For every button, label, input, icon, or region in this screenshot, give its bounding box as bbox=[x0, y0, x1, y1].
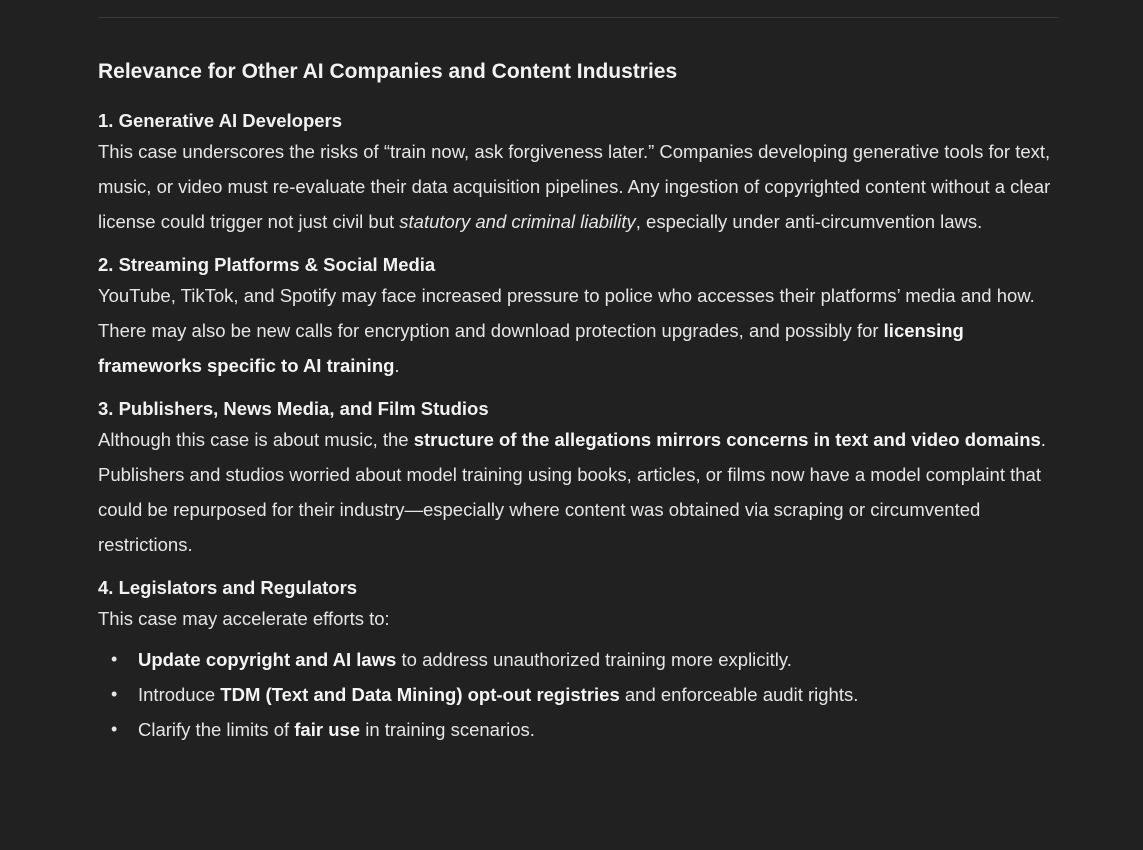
bullet-icon: • bbox=[111, 719, 118, 739]
bold-text: structure of the allegations mirrors concerns in text and video domains bbox=[413, 429, 1041, 450]
emphasis-text: statutory and criminal liability bbox=[399, 211, 636, 232]
list-item: • Clarify the limits of fair use in training scenarios. bbox=[138, 712, 1068, 747]
list-item: • Update copyright and AI laws to address unauthorized training more explicitly. bbox=[138, 642, 1068, 677]
section-title: 2. Streaming Platforms & Social Media bbox=[98, 254, 436, 275]
section-publishers bbox=[98, 396, 1068, 562]
section-title: 3. Publishers, News Media, and Film Studios bbox=[98, 398, 489, 419]
section-legislators bbox=[98, 575, 1068, 747]
section-generative-ai bbox=[98, 108, 1068, 239]
bullet-icon: • bbox=[111, 684, 118, 704]
section-streaming bbox=[98, 252, 1068, 383]
section-title: 1. Generative AI Developers bbox=[98, 110, 343, 131]
section-heading: Relevance for Other AI Companies and Content Industries bbox=[98, 60, 678, 83]
top-divider bbox=[98, 17, 1058, 18]
section-body: This case may accelerate efforts to: bbox=[98, 608, 390, 629]
bold-text: licensing frameworks specific to AI training bbox=[98, 320, 964, 376]
bullet-list bbox=[98, 642, 1068, 747]
section-body: YouTube, TikTok, and Spotify may face increased pressure to police who accesses their platforms’ media and how. There may also be new calls for encryption and download protection upgrades, and possibly for licensing frameworks specific to AI training. bbox=[98, 285, 1035, 376]
section-body: This case underscores the risks of “train now, ask forgiveness later.” Companies developing generative tools for text, music, or video must re-evaluate their data acquisition pipelines. Any ingestion of copyrighted content without a clear license could trigger not just civil but statutory and criminal liability, especially under anti-circumvention laws. bbox=[98, 141, 1051, 232]
bullet-icon: • bbox=[111, 649, 118, 669]
section-title: 4. Legislators and Regulators bbox=[98, 577, 358, 598]
list-item: • Introduce TDM (Text and Data Mining) opt-out registries and enforceable audit rights. bbox=[138, 677, 1068, 712]
message-content bbox=[98, 56, 1068, 747]
section-body: Although this case is about music, the structure of the allegations mirrors concerns in text and video domains. Publishers and studios worried about model training using books, articles, or films now have a model complaint that could be repurposed for their industry—especially where content was obtained via scraping or circumvented restrictions. bbox=[98, 429, 1046, 555]
